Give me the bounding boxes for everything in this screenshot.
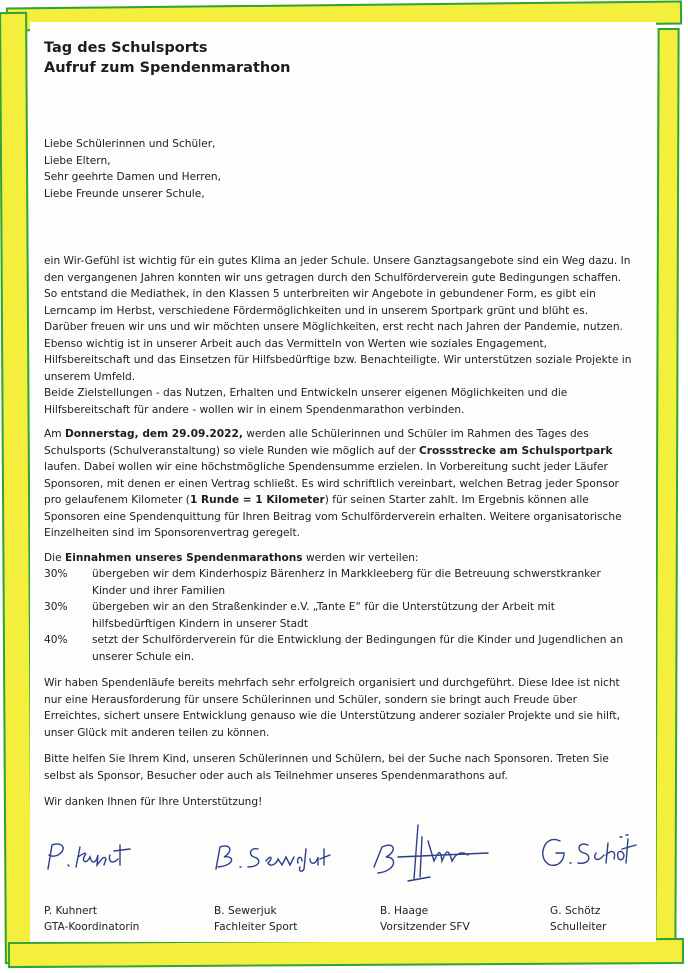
- signatory-name: G. Schötz: [550, 905, 601, 917]
- paragraph-experience: Wir haben Spendenläufe bereits mehrfach sehr erfolgreich organisiert und durchgeführt. Diese Idee ist nicht nur eine Herausforderung für unsere Schülerinnen und Schüler, sondern sie bringt auch Freude über Erreichtes, sichert unsere Entwicklung genauso wie die Unterstützung anderer sozialer Projekte und sie hilft, unser Glück mit anderen teilen zu können.: [44, 677, 621, 739]
- signatory-role: Vorsitzender SFV: [380, 921, 470, 933]
- salutation-line: Liebe Freunde unserer Schule,: [44, 187, 205, 200]
- paragraph-goals: Beide Zielstellungen - das Nutzen, Erhalten und Entwickeln unserer eigenen Möglichkeiten und die Hilfsbereitschaft für andere - wollen wir in einem Spendenmarathon verbinden.: [44, 387, 568, 416]
- handwritten-signature: [530, 829, 640, 875]
- distribution-item: [44, 599, 634, 632]
- paragraph-appeal: Bitte helfen Sie Ihrem Kind, unseren Schülerinnen und Schülern, bei der Suche nach Sponsoren. Treten Sie selbst als Sponsor, Besucher oder auch als Teilnehmer unseres Spendenmarathons auf.: [44, 753, 609, 782]
- paragraph-values: Ebenso wichtig ist in unserer Arbeit auch das Vermitteln von Werten wie soziales Engagement, Hilfsbereitschaft und das Einsetzen für Hilfsbedürftige bzw. Benachteiligte. Wir unterstützen soziale Projekte in unserem Umfeld.: [44, 337, 632, 383]
- paragraph-event: [44, 426, 634, 542]
- distribution-item: [44, 632, 634, 665]
- distribution-percent: 30%: [44, 568, 68, 580]
- salutation-line: Liebe Eltern,: [44, 154, 111, 167]
- handwritten-signature: [210, 835, 340, 875]
- event-rule: 1 Runde = 1 Kilometer: [189, 494, 325, 506]
- event-text: ) für seinen Starter zahlt. Im Ergebnis können alle Sponsoren eine Spendenquittung für Ihren Beitrag vom Schulförderverein erhalten. Weitere organisatorische Einzelheiten sind im Sponsorenvertrag geregelt.: [44, 494, 622, 539]
- handwritten-signature: [40, 835, 150, 875]
- distribution-percent: 30%: [44, 601, 68, 613]
- event-date: Donnerstag, dem 29.09.2022,: [64, 428, 243, 440]
- signatory-name: B. Haage: [380, 905, 429, 917]
- distribution-recipient: übergeben wir an den Straßenkinder e.V. „Tante E“ für die Unterstützung der Arbeit mit hilfsbedürftigen Kindern in unserer Stadt: [92, 601, 555, 630]
- signature-block: [214, 865, 297, 935]
- signatory-role: Fachleiter Sport: [214, 921, 298, 933]
- frame-right-bar: [654, 28, 679, 952]
- distribution-recipient: setzt der Schulförderverein für die Entwicklung der Bedingungen für die Kinder und Jugendlichen an unserer Schule ein.: [92, 634, 624, 663]
- signatory-role: Schulleiter: [550, 921, 607, 933]
- event-text: laufen. Dabei wollen wir eine höchstmögliche Spendensumme erzielen. In Vorbereitung sucht jeder Läufer Sponsoren, mit denen er einen Vertrag schließt. Es wird schriftlich vereinbart, welchen Betrag jeder Sponsor pro gelaufenem Kilometer (: [44, 461, 619, 506]
- event-text: Am: [44, 428, 65, 440]
- salutation-line: Liebe Schülerinnen und Schüler,: [44, 138, 216, 150]
- distribution-bold: Einnahmen unseres Spendenmarathons: [65, 551, 303, 564]
- distribution-item: [44, 566, 634, 599]
- handwritten-signature: [368, 817, 508, 887]
- letter-title: Tag des Schulsports: [44, 40, 208, 56]
- salutation: [44, 136, 634, 202]
- signature-block: [550, 865, 606, 935]
- distribution-text: Die: [44, 551, 65, 564]
- signature-block: [380, 865, 470, 935]
- frame-bottom-bar: [8, 938, 684, 968]
- event-location: Crossstrecke am Schulsportpark: [419, 444, 613, 457]
- distribution-text: werden wir verteilen:: [302, 551, 419, 564]
- paragraph-thanks: Wir danken Ihnen für Ihre Unterstützung!: [44, 796, 263, 808]
- letter-subtitle: Aufruf zum Spendenmarathon: [44, 60, 291, 76]
- salutation-line: Sehr geehrte Damen und Herren,: [44, 171, 222, 183]
- distribution-section: [44, 550, 634, 666]
- signatory-name: P. Kuhnert: [44, 905, 98, 917]
- signature-block: [44, 865, 139, 935]
- event-text: werden alle Schülerinnen und Schüler im Rahmen des Tages des Schulsports (Schulveranstaltung) so viele Runden wie möglich auf der: [44, 428, 589, 457]
- signatory-role: GTA-Koordinatorin: [44, 921, 140, 933]
- letter-body: [44, 38, 634, 811]
- signatory-name: B. Sewerjuk: [214, 905, 277, 917]
- distribution-percent: 40%: [44, 634, 68, 646]
- distribution-intro: [44, 550, 634, 567]
- frame-left-bar: [0, 12, 33, 964]
- paragraph-intro: ein Wir-Gefühl ist wichtig für ein gutes Klima an jeder Schule. Unsere Ganztagsangebote sind ein Weg dazu. In den vergangenen Jahren konnten wir uns getragen durch den Schulförderverein gute Bedingungen schaffen. So entstand die Mediathek, in den Klassen 5 unterbreiten wir Angebote in gebundener Form, es gibt ein Lerncamp im Herbst, verschiedene Fördermöglichkeiten und in unserem Sportpark grünt und blüht es. Darüber freuen wir uns und wir möchten unsere Möglichkeiten, erst recht nach Jahren der Pandemie, nutzen.: [44, 255, 631, 333]
- distribution-recipient: übergeben wir dem Kinderhospiz Bärenherz in Markkleeberg für die Betreuung schwerstkranker Kinder und ihrer Familien: [92, 568, 601, 597]
